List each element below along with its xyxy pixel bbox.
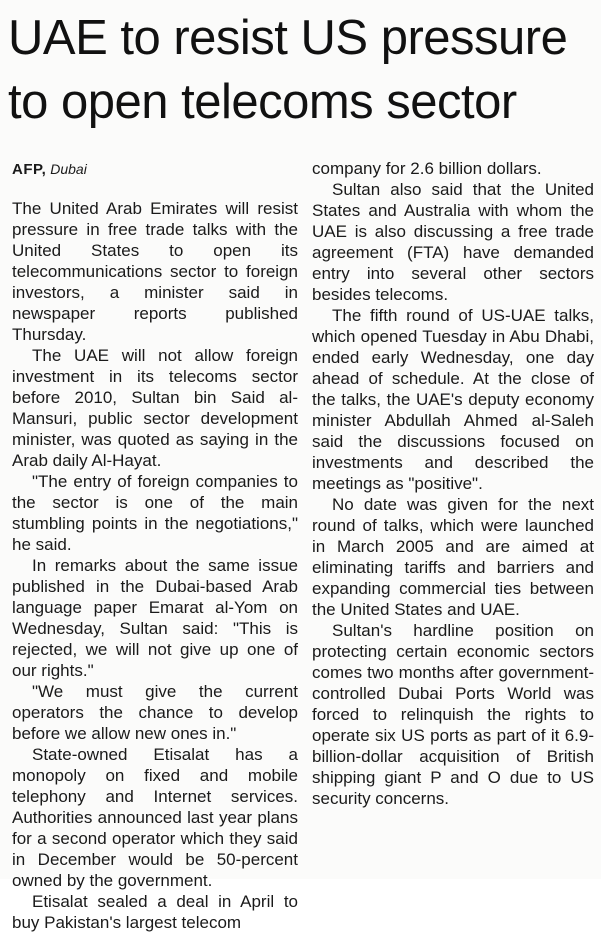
news-agency: AFP, (12, 161, 47, 178)
paragraph: No date was given for the next round of talks, which were launched in March 2005 and are aimed at eliminating tariffs and barriers and expanding commercial ties between the United States and UAE. (312, 495, 594, 619)
article-column-left (12, 160, 298, 933)
dateline (12, 160, 298, 179)
paragraph: Etisalat sealed a deal in April to buy Pakistan's largest telecom (12, 892, 298, 932)
dateline-place: Dubai (50, 161, 87, 177)
headline-line-2: to open telecoms sector (8, 75, 517, 129)
article-column-right (312, 158, 594, 809)
paragraph: Sultan also said that the United States and Australia with whom the UAE is also discussing a free trade agreement (FTA) have demanded entry into several other sectors besides telecoms. (312, 180, 594, 304)
paragraph: The United Arab Emirates will resist pressure in free trade talks with the United States to open its telecommunications sector to foreign investors, a minister said in newspaper reports published Thursday. (12, 199, 298, 344)
paragraph-continued: company for 2.6 billion dollars. (312, 159, 542, 178)
paragraph: The fifth round of US-UAE talks, which opened Tuesday in Abu Dhabi, ended early Wednesday, one day ahead of schedule. At the close of the talks, the UAE's deputy economy minister Abdullah Ahmed al-Saleh said the discussions focused on investments and described the meetings as "positive". (312, 306, 594, 493)
paragraph: "We must give the current operators the chance to develop before we allow new ones in." (12, 682, 298, 743)
paragraph: In remarks about the same issue published in the Dubai-based Arab language paper Emarat al-Yom on Wednesday, Sultan said: "This is rejected, we will not give up one of our rights." (12, 556, 298, 680)
headline (8, 6, 598, 134)
paragraph: Sultan's hardline position on protecting certain economic sectors comes two months after government-controlled Dubai Ports World was forced to relinquish the rights to operate six US ports as part of it 6.9-billion-dollar acquisition of British shipping giant P and O due to US security concerns. (312, 621, 594, 808)
headline-line-1: UAE to resist US pressure (8, 11, 568, 65)
paragraph: "The entry of foreign companies to the sector is one of the main stumbling points in the negotiations," he said. (12, 472, 298, 554)
paragraph: State-owned Etisalat has a monopoly on fixed and mobile telephony and Internet services. Authorities announced last year plans for a second operator which they said in December would be 50-percent owned by the government. (12, 745, 298, 890)
paragraph: The UAE will not allow foreign investment in its telecoms sector before 2010, Sultan bin Said al-Mansuri, public sector development minister, was quoted as saying in the Arab daily Al-Hayat. (12, 346, 298, 470)
